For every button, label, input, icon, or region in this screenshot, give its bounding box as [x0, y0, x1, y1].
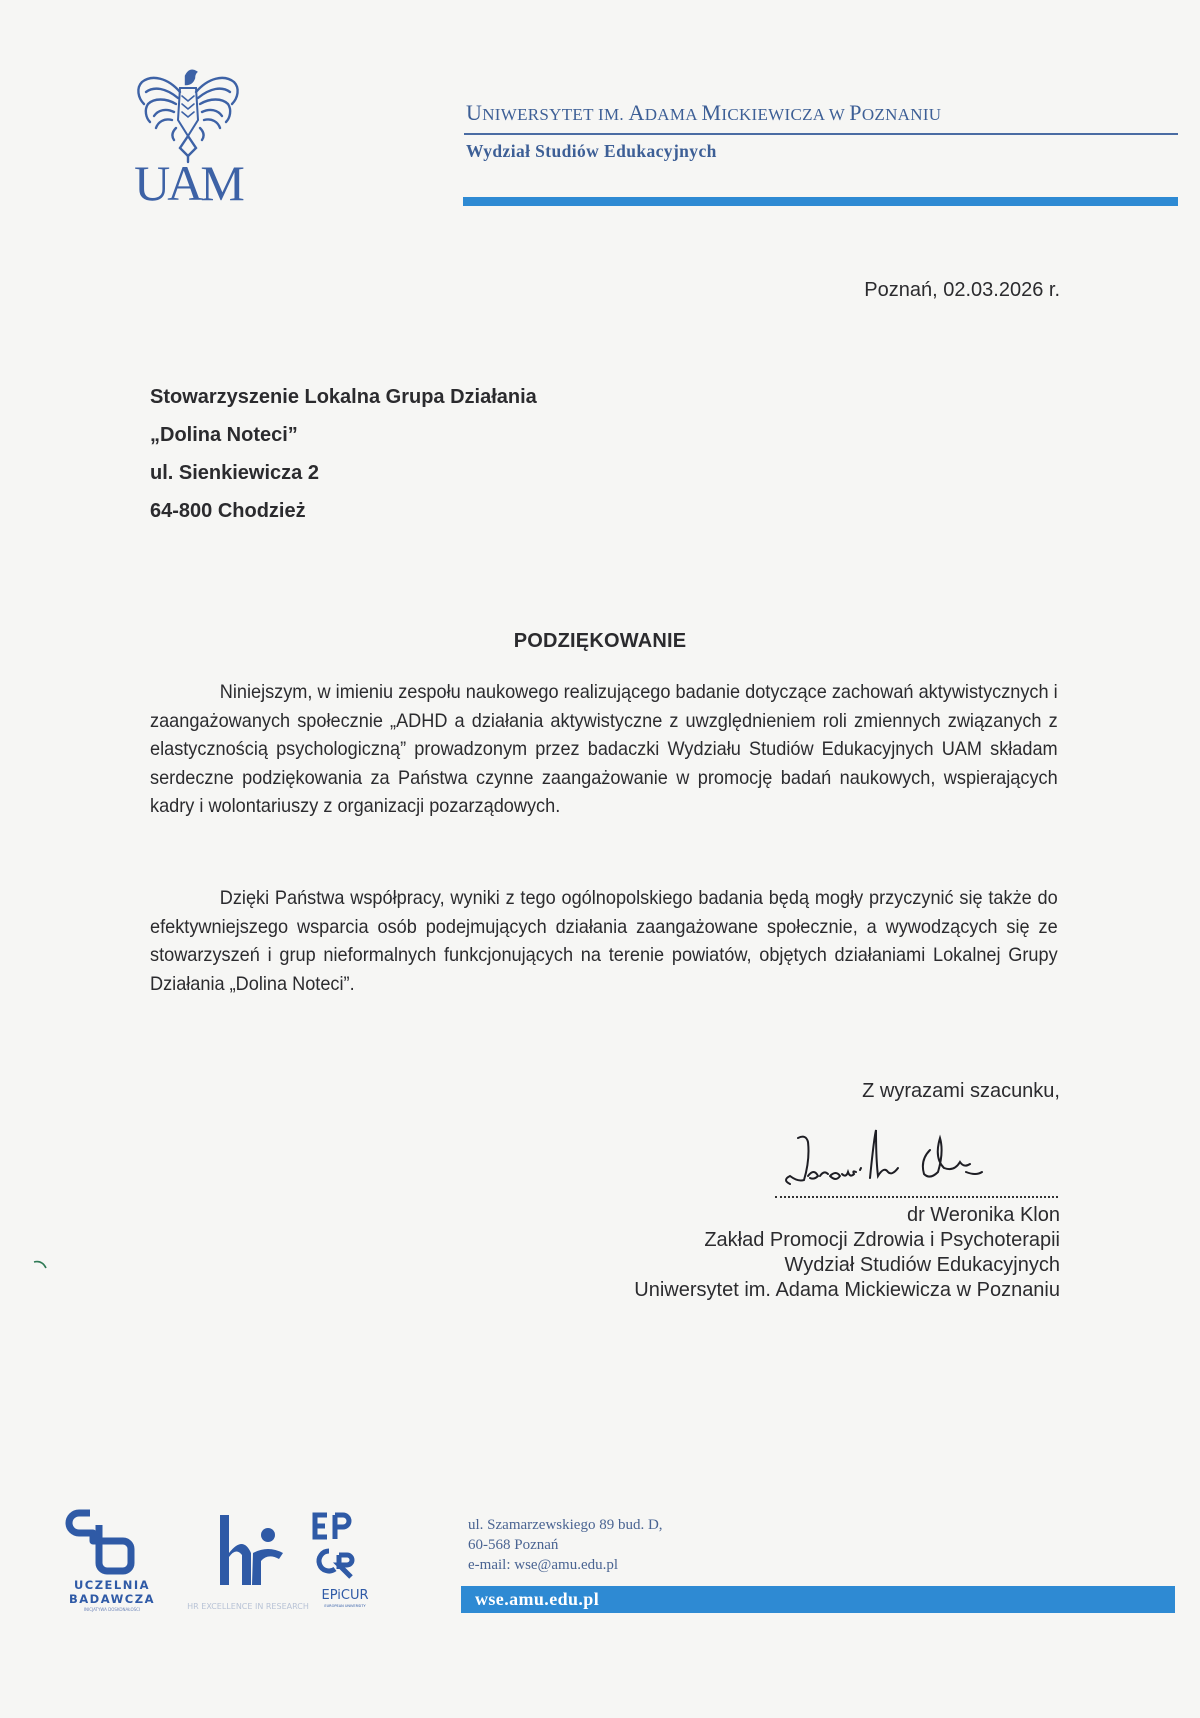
hr-excellence-logo — [220, 1515, 283, 1585]
footer-address — [468, 1515, 663, 1575]
address-street: ul. Szamarzewskiego 89 bud. D, — [468, 1517, 663, 1533]
closing-phrase: Z wyrazami szacunku, — [862, 1080, 1060, 1102]
svg-text:UCZELNIA: UCZELNIA — [73, 1578, 151, 1592]
uczelnia-badawcza-logo — [69, 1513, 131, 1571]
address-email[interactable]: e-mail: wse@amu.edu.pl — [468, 1557, 619, 1573]
svg-text:UAM: UAM — [134, 155, 242, 208]
scan-speck — [33, 1260, 49, 1270]
recipient-line: Stowarzyszenie Lokalna Grupa Działania — [150, 386, 537, 408]
letter-title: PODZIĘKOWANIE — [513, 630, 687, 652]
header-divider — [464, 133, 1178, 135]
address-city: 60-568 Poznań — [468, 1537, 559, 1553]
signatory-block — [634, 1203, 1060, 1303]
recipient-line: „Dolina Noteci” — [150, 424, 298, 446]
paragraph-text: Dzięki Państwa współpracy, wyniki z tego ogólnopolskiego badania będą mogły przyczynić się także do efektywniejszego wsparcia osób podejmujących działania zaangażowane społecznie, a wywodzących się ze stowarzyszeń i grup nieformalnych funkcjonujących na terenie powiatów, objętych działaniami Lokalnej Grupy Działania „Dolina Noteci”. — [150, 887, 1058, 995]
signatory-name: dr Weronika Klon — [906, 1204, 1060, 1226]
footer-logos — [55, 1505, 425, 1615]
svg-text:INICJATYWA DOSKONAŁOŚCI: INICJATYWA DOSKONAŁOŚCI — [83, 1607, 141, 1612]
epicur-logo — [315, 1515, 352, 1577]
signatory-department: Zakład Promocji Zdrowia i Psychoterapii — [704, 1229, 1060, 1251]
header-accent-bar — [463, 197, 1178, 206]
website-bar — [461, 1586, 1175, 1613]
body-paragraph-1 — [150, 678, 1058, 821]
signatory-faculty: Wydział Studiów Edukacyjnych — [784, 1254, 1060, 1276]
uam-eagle-logo — [128, 58, 248, 208]
signature-line — [775, 1196, 1058, 1198]
svg-text:BADAWCZA: BADAWCZA — [69, 1592, 155, 1606]
faculty-name: Wydział Studiów Edukacyjnych — [466, 141, 717, 161]
paragraph-text: Niniejszym, w imieniu zespołu naukowego realizującego badanie dotyczące zachowań aktywistycznych i zaangażowanych społecznie „ADHD a działania aktywistyczne z uwzględnieniem roli zmiennych związanych z elastycznością psychologiczną” prowadzonym przez badaczki Wydziału Studiów Edukacyjnych UAM składam serdeczne podziękowania za Państwa czynne zaangażowanie w promocję badań naukowych, wspierających kadry i wolontariuszy z organizacji pozarządowych. — [150, 681, 1058, 817]
svg-text:EPiCUR: EPiCUR — [321, 1588, 369, 1603]
recipient-line: 64-800 Chodzież — [150, 500, 306, 522]
recipient-address — [150, 378, 537, 530]
signatory-university: Uniwersytet im. Adama Mickiewicza w Poznaniu — [634, 1279, 1060, 1301]
website-link[interactable]: wse.amu.edu.pl — [475, 1589, 600, 1609]
body-paragraph-2 — [150, 884, 1058, 998]
university-name: UNIWERSYTET IM. ADAMA MICKIEWICZA W POZNANIU — [466, 100, 942, 125]
svg-text:HR EXCELLENCE IN RESEARCH: HR EXCELLENCE IN RESEARCH — [187, 1602, 309, 1611]
handwritten-signature — [770, 1118, 1070, 1198]
recipient-line: ul. Sienkiewicza 2 — [150, 462, 319, 484]
place-date: Poznań, 02.03.2026 r. — [864, 279, 1060, 301]
svg-text:EUROPEAN UNIVERSITY: EUROPEAN UNIVERSITY — [324, 1604, 366, 1608]
